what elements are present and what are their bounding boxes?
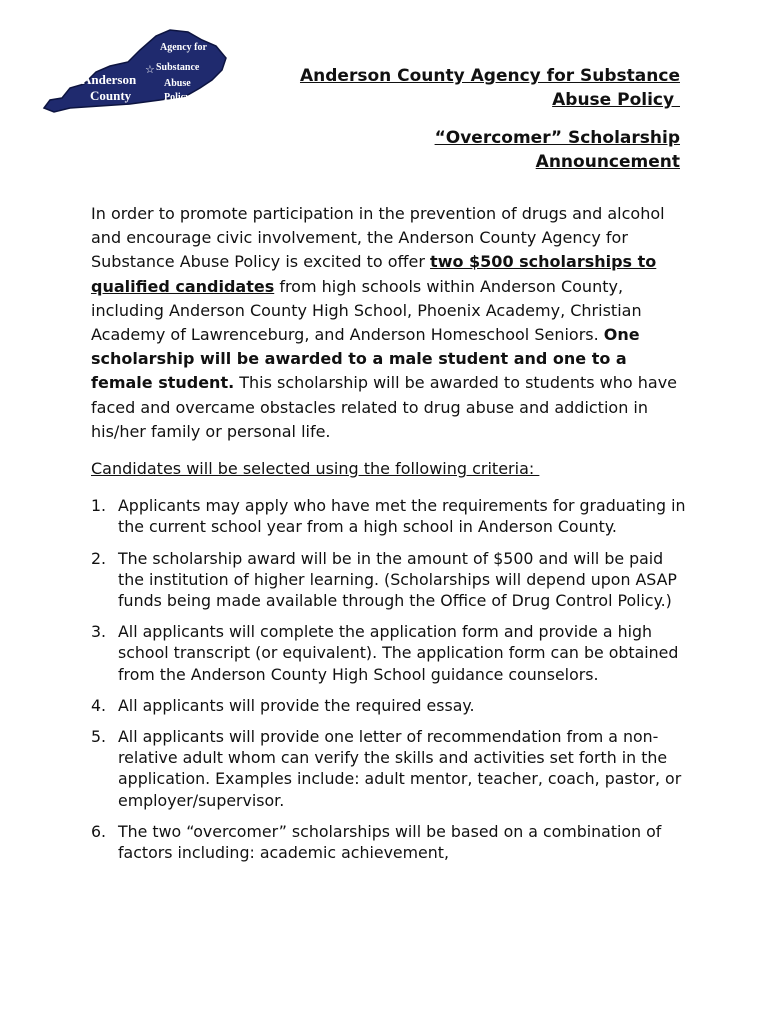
agency-logo	[40, 26, 230, 116]
list-number: 2.	[91, 548, 107, 568]
logo-text-abuse: Abuse	[164, 78, 191, 89]
list-item	[91, 548, 691, 612]
intro-text-continued: from high schools within Anderson County, including Anderson County High School, Phoenix Academy, Christian Academy of Lawrenceburg, and Anderson Homeschool Seniors.	[91, 276, 642, 345]
document-header	[220, 64, 680, 174]
intro-text-end: This scholarship will be awarded to students who have faced and overcame obstacles related to drug abuse and addiction in his/her family or personal life.	[91, 373, 678, 441]
list-item	[91, 695, 691, 716]
document-body	[91, 202, 691, 873]
page-title-line2: Abuse Policy	[552, 90, 680, 110]
intro-highlight: two $500 scholarships to qualified candidates	[91, 252, 657, 296]
list-text: Applicants may apply who have met the requirements for graduating in the current school year from a high school in Anderson County.	[118, 496, 686, 537]
logo-text-substance: Substance	[156, 62, 200, 73]
list-number: 4.	[91, 695, 107, 715]
page-title-line1: Anderson County Agency for Substance	[299, 66, 680, 86]
logo-text-county: County	[90, 88, 132, 103]
list-text: All applicants will provide one letter of recommendation from a non-relative adult whom can verify the skills and activities set forth in the application. Examples include: adult mentor, teacher, coach, pastor, or employer/supervisor.	[118, 727, 682, 810]
list-number: 3.	[91, 622, 107, 642]
list-text: The two “overcomer” scholarships will be based on a combination of factors including: academic achievement,	[118, 821, 662, 863]
criteria-list	[91, 495, 691, 863]
list-item	[91, 621, 691, 685]
list-item	[91, 726, 691, 811]
logo-text-anderson: Anderson	[82, 72, 137, 87]
list-number: 5.	[91, 727, 107, 747]
criteria-heading: Candidates will be selected using the following criteria:	[91, 459, 540, 479]
list-item	[91, 495, 691, 537]
list-text: All applicants will complete the application form and provide a high school transcript (or equivalent). The application form can be obtained from the Anderson County High School guidance counselors.	[118, 622, 679, 684]
list-number: 6.	[91, 821, 107, 841]
star-icon: ☆	[145, 63, 155, 76]
intro-text: In order to promote participation in the prevention of drugs and alcohol and encourage civic involvement, the Anderson County Agency for Substance Abuse Policy is excited to offer	[91, 204, 665, 272]
list-item	[91, 821, 691, 863]
logo-text-agency: Agency for	[160, 42, 207, 53]
logo-text-policy: Policy	[164, 92, 191, 103]
intro-paragraph	[91, 202, 691, 444]
intro-bold-statement: One scholarship will be awarded to a male student and one to a female student.	[91, 325, 640, 393]
list-text: All applicants will provide the required essay.	[118, 695, 475, 715]
subtitle-line1: “Overcomer” Scholarship	[434, 128, 680, 148]
subtitle-line2: Announcement	[535, 152, 680, 172]
list-text: The scholarship award will be in the amount of $500 and will be paid the institution of higher learning. (Scholarships will depend upon ASAP funds being made available through the Office of Drug Control Policy.)	[118, 548, 677, 611]
list-number: 1.	[91, 496, 107, 516]
